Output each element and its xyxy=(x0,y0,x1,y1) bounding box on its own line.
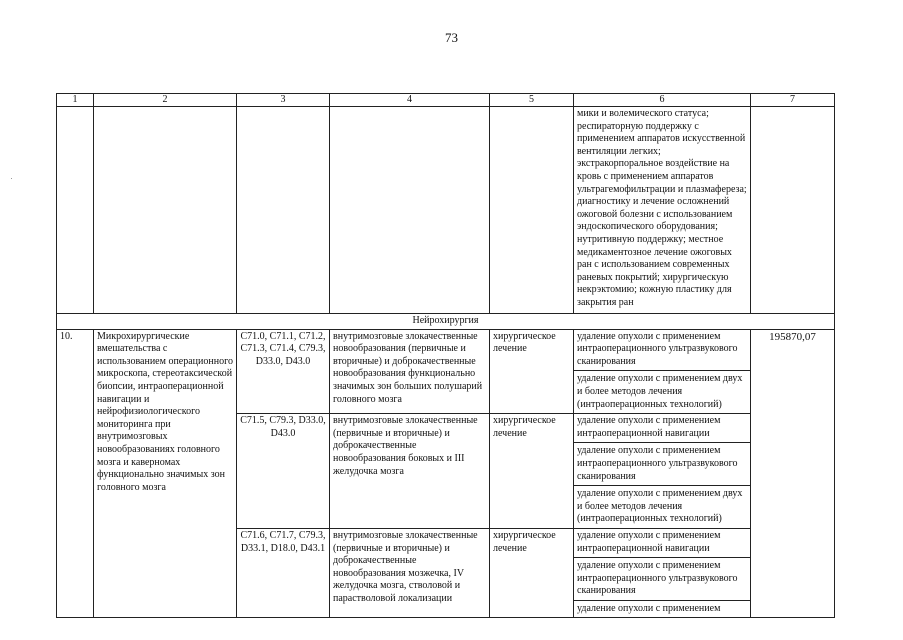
method-item: удаление опухоли с применением двух и более методов лечения (интраоперационных технологий) xyxy=(577,373,743,410)
service-name: Микрохирургические вмешательства с использованием операционного микроскопа, стереотаксической биопсии, интраоперационной навигации и нейрофизиологического мониторинга при внутримозговых новообразованиях головного мозга и каверномах функционально значимых зон головного мозга xyxy=(94,329,237,618)
row-number: 10. xyxy=(57,329,94,618)
method-cell xyxy=(574,528,751,618)
empty-cell xyxy=(94,107,237,314)
method-cell xyxy=(574,329,751,414)
page-number: 73 xyxy=(445,30,458,45)
continuation-methods-text: мики и волемического статуса; респираторную поддержку с применением аппаратов искусственной вентиляции легких; экстракорпоральное воздействие на кровь с применением аппаратов ультрагемофильтрации и плазмафереза; диагностику и лечение осложнений ожоговой болезни с использованием эндоскопического оборудования; нутритивную поддержку; местное медикаментозное лечение ожоговых ран с использованием современных раневых покрытий; хирургическую некрэктомию; кожную пластику для закрытия ран xyxy=(574,107,751,314)
method-item: удаление опухоли с применением интраоперационной навигации xyxy=(577,415,721,439)
method-item: удаление опухоли с применением интраоперационной навигации xyxy=(577,529,721,554)
table-header-row xyxy=(57,94,835,107)
method-item: удаление опухоли с применением интраоперационного ультразвукового сканирования xyxy=(577,560,738,597)
table-row xyxy=(57,329,835,414)
methods-list xyxy=(574,529,750,618)
price-value: 195870,07 xyxy=(751,329,835,618)
method-item: удаление опухоли с применением интраоперационного ультразвукового сканирования xyxy=(577,330,738,367)
column-number-1: 1 xyxy=(57,94,94,107)
method-item: удаление опухоли с применением xyxy=(577,602,721,614)
table-row-continuation xyxy=(57,107,835,314)
method-cell xyxy=(574,414,751,529)
methods-list xyxy=(574,414,750,528)
empty-cell xyxy=(57,107,94,314)
empty-cell xyxy=(751,107,835,314)
section-row xyxy=(57,314,835,330)
icd-codes: C71.6, C71.7, C79.3, D33.1, D18.0, D43.1 xyxy=(237,528,330,618)
empty-cell xyxy=(237,107,330,314)
patient-model: внутримозговые злокачественные новообразования (первичные и вторичные) и доброкачественные новообразования функционально значимых зон больших полушарий головного мозга xyxy=(330,329,490,414)
empty-cell xyxy=(330,107,490,314)
icd-codes: C71.5, C79.3, D33.0, D43.0 xyxy=(237,414,330,529)
column-number-7: 7 xyxy=(751,94,835,107)
treatment-type: хирургическое лечение xyxy=(490,414,574,529)
column-number-3: 3 xyxy=(237,94,330,107)
method-item: удаление опухоли с применением интраоперационного ультразвукового сканирования xyxy=(577,445,738,482)
patient-model: внутримозговые злокачественные (первичные и вторичные) и доброкачественные новообразования мозжечка, IV желудочка мозга, стволовой и парастволовой локализации xyxy=(330,528,490,618)
icd-codes: C71.0, C71.1, C71.2, C71.3, C71.4, C79.3, D33.0, D43.0 xyxy=(237,329,330,414)
scan-mark xyxy=(11,178,12,179)
column-number-2: 2 xyxy=(94,94,237,107)
column-number-5: 5 xyxy=(490,94,574,107)
method-item: удаление опухоли с применением двух и более методов лечения (интраоперационных технологий) xyxy=(577,488,743,525)
column-number-4: 4 xyxy=(330,94,490,107)
patient-model: внутримозговые злокачественные (первичные и вторичные) и доброкачественные новообразования боковых и III желудочка мозга xyxy=(330,414,490,529)
services-table xyxy=(56,93,835,618)
treatment-type: хирургическое лечение xyxy=(490,329,574,414)
treatment-type: хирургическое лечение xyxy=(490,528,574,618)
empty-cell xyxy=(490,107,574,314)
column-number-6: 6 xyxy=(574,94,751,107)
methods-list xyxy=(574,330,750,414)
section-title: Нейрохирургия xyxy=(57,314,835,330)
